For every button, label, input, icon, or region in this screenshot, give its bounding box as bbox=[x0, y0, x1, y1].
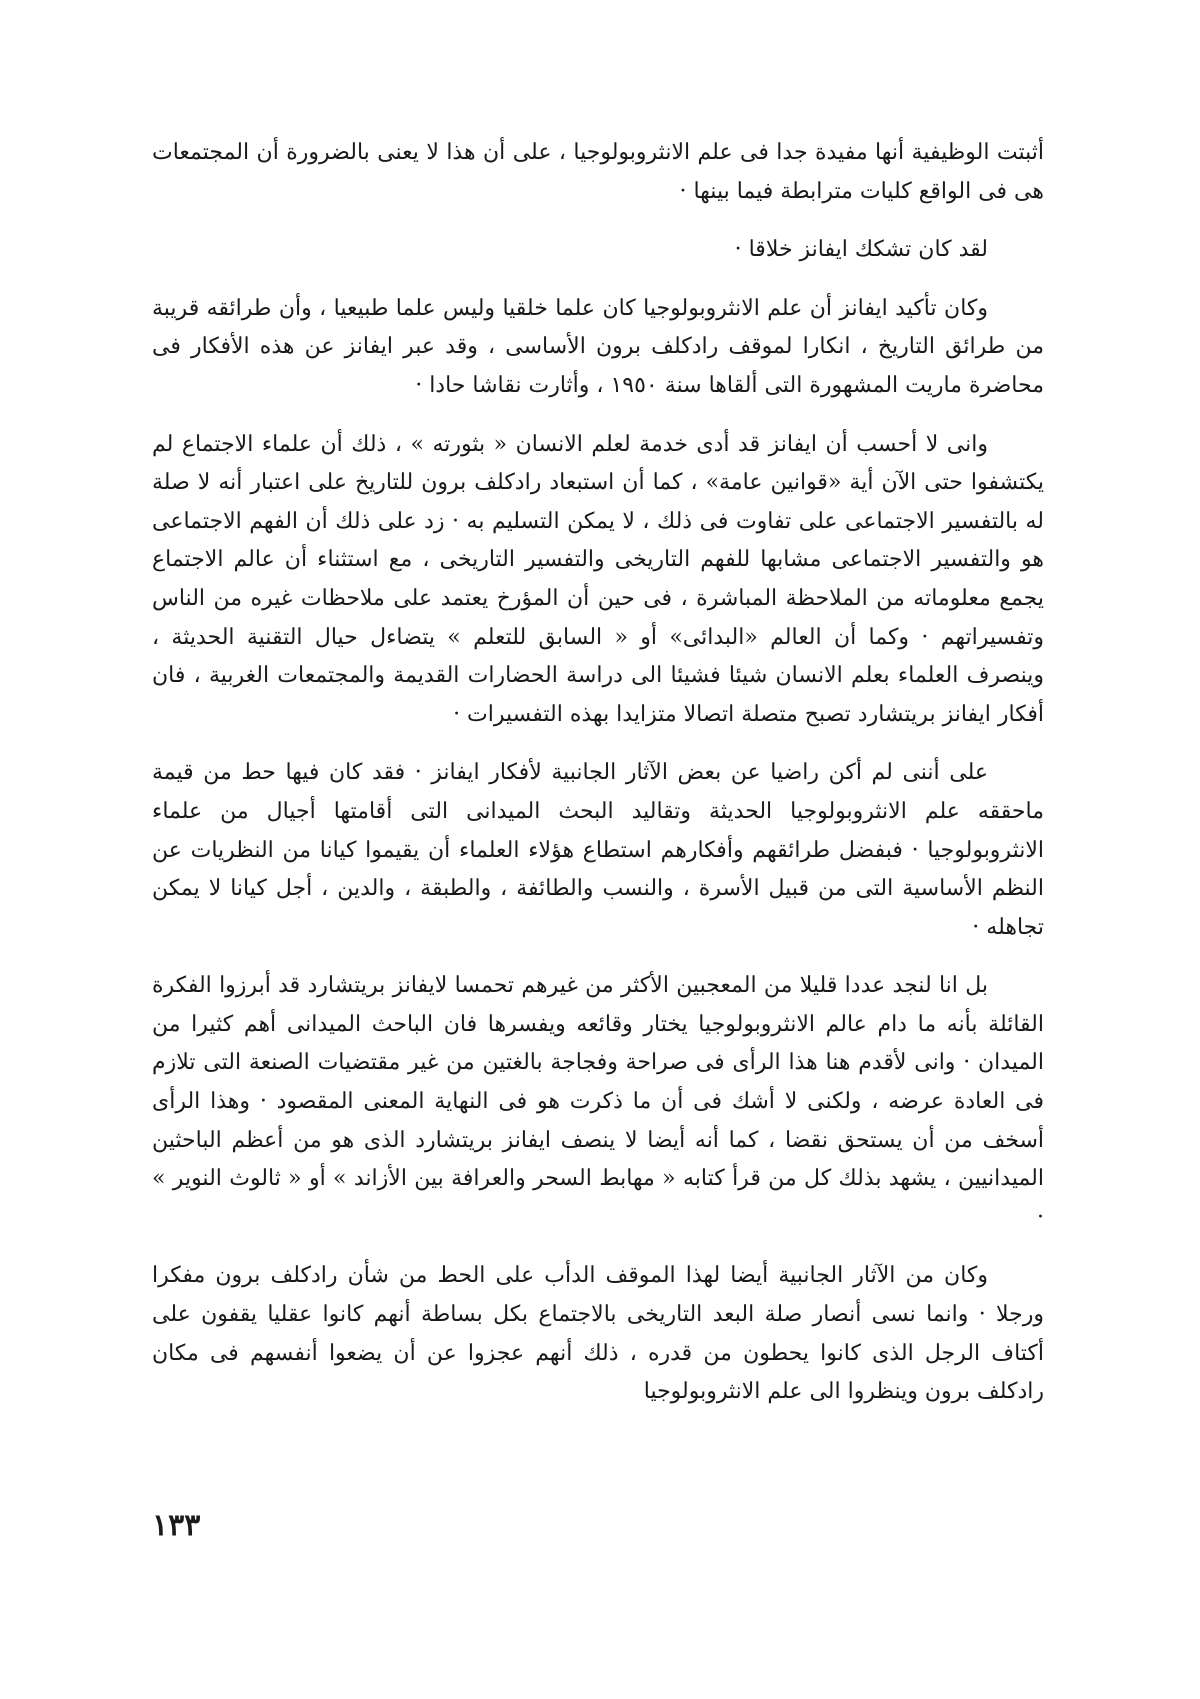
paragraph-2: لقد كان تشكك ايفانز خلاقا · bbox=[734, 237, 988, 263]
paragraph-7: وكان من الآثار الجانبية أيضا لهذا الموقف الدأب على الحط من شأن رادكلف برون مفكرا ورجلا · وانما نسى أنصار صلة البعد التاريخى بالاجتماع بكل بساطة أنهم كانوا عقليا يقفون على أكتاف الرجل الذى كانوا يحطون من قدره ، ذلك أنهم عجزوا عن أن يضعوا أنفسهم فى مكان رادكلف برون وينظروا الى علم الانثروبولوجيا bbox=[152, 1263, 1044, 1405]
body-text bbox=[152, 134, 1044, 1412]
page-number: ١٣٣ bbox=[152, 1508, 201, 1543]
paragraph-4: وانى لا أحسب أن ايفانز قد أدى خدمة لعلم الانسان « بثورته » ، ذلك أن علماء الاجتماع لم يكتشفوا حتى الآن أية «قوانين عامة» ، كما أن استبعاد رادكلف برون للتاريخ على اعتبار أنه لا صلة له بالتفسير الاجتماعى على تفاوت فى ذلك ، لا يمكن التسليم به · زد على ذلك أن الفهم الاجتماعى هو والتفسير الاجتماعى مشابها للفهم التاريخى والتفسير التاريخى ، مع استثناء أن عالم الاجتماع يجمع معلوماته من الملاحظة المباشرة ، فى حين أن المؤرخ يعتمد على ملاحظات غيره من الناس وتفسيراتهم · وكما أن العالم «البدائى» أو « السابق للتعلم » يتضاءل حيال التقنية الحديثة ، وينصرف العلماء بعلم الانسان شيئا فشيئا الى دراسة الحضارات القديمة والمجتمعات الغربية ، فان أفكار ايفانز بريتشارد تصبح متصلة اتصالا متزايدا بهذه التفسيرات · bbox=[152, 431, 1044, 727]
paragraph-6: بل انا لنجد عددا قليلا من المعجبين الأكثر من غيرهم تحمسا لايفانز بريتشارد قد أبرزوا الفكرة القائلة بأنه ما دام عالم الانثروبولوجيا يختار وقائعه ويفسرها فان الباحث الميدانى أهم كثيرا من الميدان · وانى لأقدم هنا هذا الرأى فى صراحة وفجاجة بالغتين من غير مقتضيات الصنعة التى تلازم فى العادة عرضه ، ولكنى لا أشك فى أن ما ذكرت هو فى النهاية المعنى المقصود · وهذا الرأى أسخف من أن يستحق نقضا ، كما أنه أيضا لا ينصف ايفانز بريتشارد الذى هو من أعظم الباحثين الميدانيين ، يشهد بذلك كل من قرأ كتابه « مهابط السحر والعرافة بين الأزاند » أو « ثالوث النوير » · bbox=[152, 973, 1044, 1230]
paragraph-5: على أننى لم أكن راضيا عن بعض الآثار الجانبية لأفكار ايفانز · فقد كان فيها حط من قيمة ماحققه علم الانثروبولوجيا الحديثة وتقاليد البحث الميدانى التى أقامتها أجيال من علماء الانثروبولوجيا · فبفضل طرائقهم وأفكارهم استطاع هؤلاء العلماء أن يقيموا كيانا من النظريات عن النظم الأساسية التى من قبيل الأسرة ، والنسب والطائفة ، والطبقة ، والدين ، أجل كيانا لا يمكن تجاهله · bbox=[152, 760, 1044, 940]
paragraph-3: وكان تأكيد ايفانز أن علم الانثروبولوجيا كان علما خلقيا وليس علما طبيعيا ، وأن طرائقه قريبة من طرائق التاريخ ، انكارا لموقف رادكلف برون الأساسى ، وقد عبر ايفانز عن هذه الأفكار فى محاضرة ماريت المشهورة التى ألقاها سنة ١٩٥٠ ، وأثارت نقاشا حادا · bbox=[152, 295, 1044, 398]
paragraph-1: أثبتت الوظيفية أنها مفيدة جدا فى علم الانثروبولوجيا ، على أن هذا لا يعنى بالضرورة أن المجتمعات هى فى الواقع كليات مترابطة فيما بينها · bbox=[152, 140, 1044, 204]
